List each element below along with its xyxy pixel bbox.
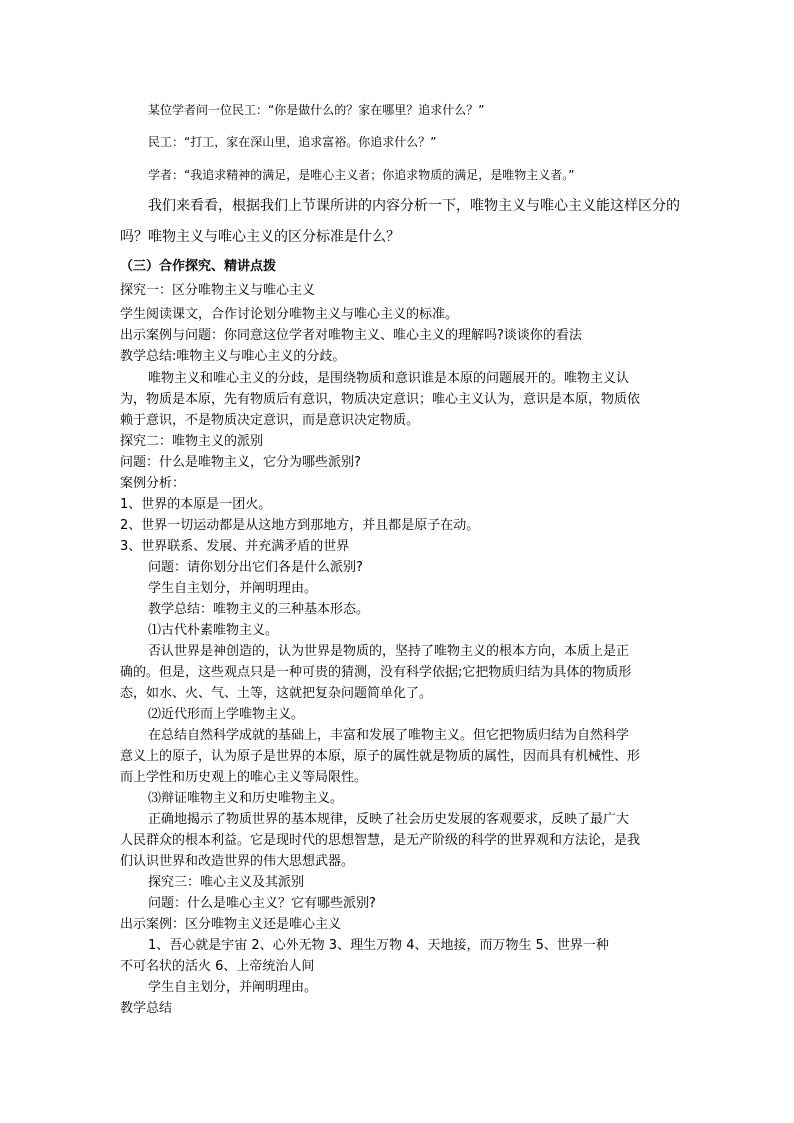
inquiry2-case-2: 2、世界一切运动都是从这地方到那地方，并且都是原子在动。	[120, 518, 480, 533]
inquiry1-title: 探究一：区分唯物主义与唯心主义	[120, 283, 316, 298]
inquiry1-summary: 教学总结:唯物主义与唯心主义的分歧。	[120, 349, 346, 364]
inquiry2-title: 探究二：唯物主义的派别	[120, 434, 264, 449]
form2-line-3: 而上学性和历史观上的唯心主义等局限性。	[120, 770, 368, 785]
dialogue-line-2: 民工：“打工，家在深山里，追求富裕。你追求什么？”	[148, 135, 437, 149]
intro-line-2: 吗？唯物主义与唯心主义的区分标准是什么？	[120, 229, 400, 245]
inquiry2-case-3: 3、世界联系、发展、并充满矛盾的世界	[120, 539, 350, 554]
inquiry1-paragraph-line-1: 唯物主义和唯心主义的分歧，是围绕物质和意识谁是本原的问题展开的。唯物主义认	[148, 371, 630, 386]
form1-title: ⑴古代朴素唯物主义。	[148, 623, 279, 638]
section-heading: （三）合作探究、精讲点拨	[120, 259, 277, 274]
form2-line-1: 在总结自然科学成就的基础上，丰富和发展了唯物主义。但它把物质归结为自然科学	[148, 728, 630, 743]
form3-line-3: 们认识世界和改造世界的伟大思想武器。	[120, 854, 355, 869]
inquiry1-paragraph-line-2: 为，物质是本原，先有物质后有意识，物质决定意识；唯心主义认为，意识是本原，物质依	[120, 392, 641, 407]
inquiry3-summary: 教学总结	[120, 1001, 173, 1016]
form2-title: ⑵近代形而上学唯物主义。	[148, 707, 305, 722]
form1-line-3: 态，如水、火、气、土等，这就把复杂问题简单化了。	[120, 686, 433, 701]
inquiry2-question: 问题：什么是唯物主义，它分为哪些派别?	[120, 455, 361, 470]
form1-line-1: 否认世界是神创造的，认为世界是物质的，坚持了唯物主义的根本方向，本质上是正	[148, 644, 630, 659]
inquiry3-divide: 学生自主划分，并阐明理由。	[148, 980, 318, 995]
inquiry3-items-line-1: 1、吾心就是宇宙 2、心外无物 3、理生万物 4、天地接，而万物生 5、世界一种	[148, 938, 609, 953]
form3-line-2: 人民群众的根本利益。它是现时代的思想智慧，是无产阶级的科学的世界观和方法论，是我	[120, 833, 641, 848]
inquiry2-analysis: 案例分析：	[120, 476, 186, 491]
inquiry2-case-1: 1、世界的本原是一团火。	[120, 497, 272, 512]
form3-line-1: 正确地揭示了物质世界的基本规律，反映了社会历史发展的客观要求，反映了最广大	[148, 812, 630, 827]
form2-line-2: 意义上的原子，认为原子是世界的本原，原子的属性就是物质的属性，因而具有机械性、形	[120, 749, 641, 764]
inquiry2-summary: 教学总结：唯物主义的三种基本形态。	[148, 602, 370, 617]
inquiry1-read: 学生阅读课文，合作讨论划分唯物主义与唯心主义的标准。	[120, 307, 459, 322]
inquiry1-paragraph-line-3: 赖于意识，不是物质决定意识，而是意识决定物质。	[120, 413, 420, 428]
inquiry3-title: 探究三：唯心主义及其派别	[148, 875, 305, 890]
inquiry2-question-2: 问题：请你划分出它们各是什么派别?	[148, 560, 363, 575]
dialogue-line-3: 学者：“我追求精神的满足，是唯心主义者；你追求物质的满足，是唯物主义者。”	[148, 168, 575, 182]
form1-line-2: 确的。但是，这些观点只是一种可贵的猜测，没有科学依据;它把物质归结为具体的物质形	[120, 665, 632, 680]
intro-line-1: 我们来看看，根据我们上节课所讲的内容分析一下，唯物主义与唯心主义能这样区分的	[148, 198, 680, 214]
form3-title: ⑶辩证唯物主义和历史唯物主义。	[148, 791, 344, 806]
inquiry1-case: 出示案例与问题：你同意这位学者对唯物主义、唯心主义的理解吗?谈谈你的看法	[120, 328, 582, 343]
inquiry3-question: 问题：什么是唯心主义？它有哪些派别?	[148, 896, 376, 911]
dialogue-line-1: 某位学者问一位民工：“你是做什么的？家在哪里？追求什么？”	[148, 103, 485, 117]
inquiry3-case: 出示案例：区分唯物主义还是唯心主义	[120, 917, 342, 932]
inquiry2-divide: 学生自主划分，并阐明理由。	[148, 581, 318, 596]
inquiry3-items-line-2: 不可名状的活火 6、上帝统治人间	[120, 959, 315, 974]
